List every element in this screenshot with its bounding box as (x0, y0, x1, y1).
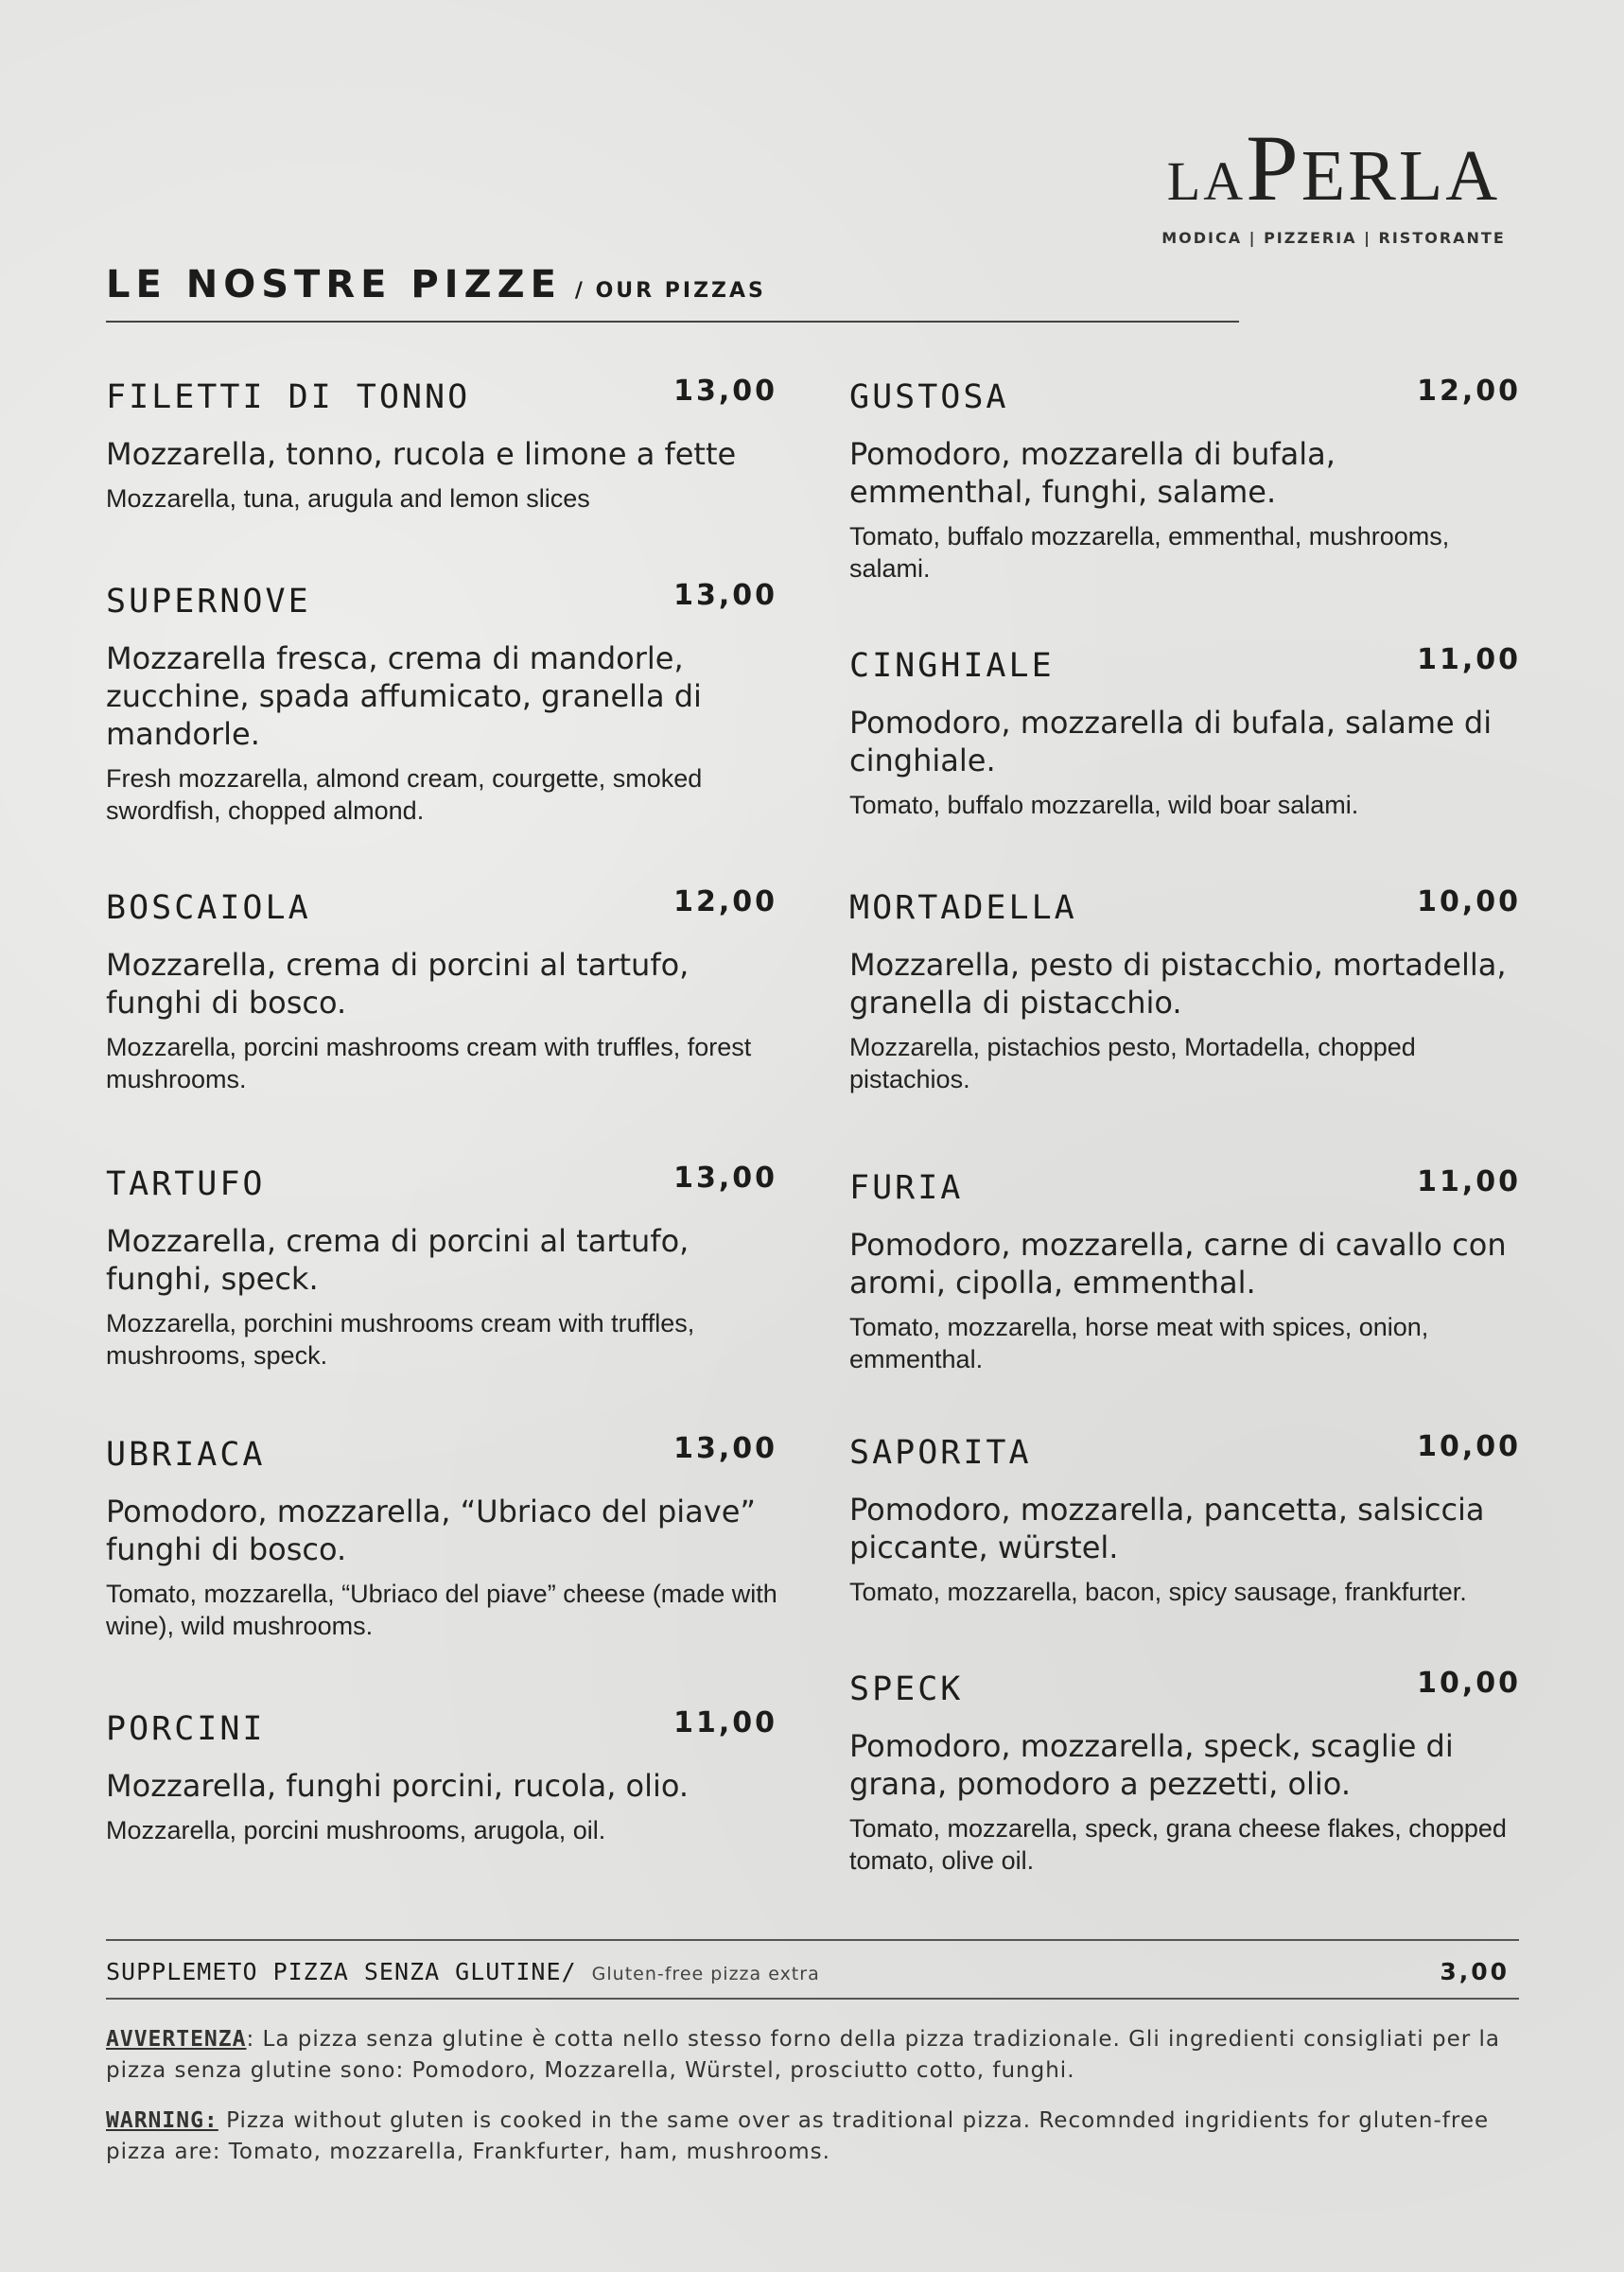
item-description-en: Tomato, buffalo mozzarella, wild boar salami. (849, 791, 1359, 819)
heading-divider (106, 321, 1239, 323)
restaurant-logo (1140, 115, 1528, 247)
item-name: BOSCAIOLA (106, 889, 311, 927)
item-name: MORTADELLA (849, 889, 1077, 927)
item-name: FILETTI DI TONNO (106, 378, 471, 416)
item-price: 13,00 (673, 1432, 777, 1465)
item-price: 10,00 (1417, 885, 1521, 918)
warning-note-it: AVVERTENZA: La pizza senza glutine è cotta nello stesso forno della pizza tradizionale. Gli ingredienti consigliati per la pizza senza glutine sono: Pomodoro, Mozzarella, Würstel, prosciutto cotto, funghi. (106, 2027, 1500, 2083)
item-description-en: Mozzarella, porchini mushrooms cream with truffles, mushrooms, speck. (106, 1309, 695, 1370)
item-price: 10,00 (1417, 1430, 1521, 1463)
item-description-it: Mozzarella, crema di porcini al tartufo, funghi, speck. (106, 1223, 690, 1297)
menu-item (849, 643, 1521, 821)
menu-heading-main: LE NOSTRE PIZZE (106, 263, 562, 306)
warning-label-it: AVVERTENZA (106, 2027, 247, 2052)
item-description-it: Pomodoro, mozzarella, pancetta, salsiccia piccante, würstel. (849, 1492, 1485, 1565)
menu-item (106, 1706, 777, 1846)
item-price: 11,00 (673, 1706, 777, 1739)
item-name: SPECK (849, 1670, 964, 1708)
item-price: 11,00 (1417, 1165, 1521, 1198)
item-price: 13,00 (673, 579, 777, 612)
item-price: 12,00 (1417, 375, 1521, 408)
item-description-it: Mozzarella, funghi porcini, rucola, olio. (106, 1768, 690, 1804)
menu-heading (106, 263, 766, 306)
item-name: FURIA (849, 1169, 964, 1207)
item-description-en: Mozzarella, tuna, arugula and lemon slices (106, 484, 590, 513)
supplement-label-en: Gluten-free pizza extra (591, 1964, 820, 1984)
item-name: PORCINI (106, 1710, 266, 1748)
item-description-it: Mozzarella fresca, crema di mandorle, zucchine, spada affumicato, granella di mandorle. (106, 640, 702, 752)
item-price: 10,00 (1417, 1667, 1521, 1700)
item-description-en: Fresh mozzarella, almond cream, courgette, smoked swordfish, chopped almond. (106, 764, 703, 825)
supplement-label: SUPPLEMETO PIZZA SENZA GLUTINE/ Gluten-free pizza extra (106, 1958, 820, 1985)
item-description-it: Pomodoro, mozzarella di bufala, emmenthal, funghi, salame. (849, 436, 1336, 510)
menu-item (849, 1165, 1521, 1375)
item-name: CINGHIALE (849, 647, 1055, 685)
menu-item (106, 579, 777, 827)
item-name: SUPERNOVE (106, 583, 311, 620)
item-description-en: Tomato, mozzarella, speck, grana cheese flakes, chopped tomato, olive oil. (849, 1814, 1507, 1875)
item-price: 13,00 (673, 375, 777, 408)
item-name: UBRIACA (106, 1436, 266, 1474)
item-description-en: Tomato, mozzarella, bacon, spicy sausage, frankfurter. (849, 1578, 1467, 1606)
menu-item (106, 375, 777, 515)
item-description-en: Tomato, buffalo mozzarella, emmenthal, mushrooms, salami. (849, 522, 1450, 583)
menu-item (849, 1667, 1521, 1877)
item-price: 12,00 (673, 885, 777, 918)
supplement-price: 3,00 (1440, 1958, 1510, 1985)
item-description-en: Mozzarella, porcini mashrooms cream with truffles, forest mushrooms. (106, 1033, 752, 1093)
item-description-en: Mozzarella, porcini mushrooms, arugola, oil. (106, 1816, 606, 1844)
item-price: 11,00 (1417, 643, 1521, 676)
item-description-en: Tomato, mozzarella, “Ubriaco del piave” cheese (made with wine), wild mushrooms. (106, 1580, 777, 1640)
item-description-it: Pomodoro, mozzarella, “Ubriaco del piave” funghi di bosco. (106, 1494, 756, 1567)
menu-item (849, 375, 1521, 585)
item-description-it: Pomodoro, mozzarella di bufala, salame di cinghiale. (849, 705, 1493, 778)
item-description-it: Pomodoro, mozzarella, speck, scaglie di grana, pomodoro a pezzetti, olio. (849, 1728, 1454, 1802)
gluten-free-supplement (106, 1958, 1519, 1996)
supplement-bottom-divider (106, 1998, 1519, 2000)
menu-item (106, 885, 777, 1095)
item-description-en: Mozzarella, pistachios pesto, Mortadella, chopped pistachios. (849, 1033, 1416, 1093)
warning-label-en: WARNING: (106, 2108, 218, 2133)
item-description-it: Mozzarella, tonno, rucola e limone a fette (106, 436, 737, 472)
supplement-top-divider (106, 1939, 1519, 1941)
logo-subtitle: MODICA | PIZZERIA | RISTORANTE (1161, 229, 1506, 247)
warning-note-en: WARNING: Pizza without gluten is cooked in the same over as traditional pizza. Recomnded ingridients for gluten-free pizza are: Tomato, mozzarella, Frankfurter, ham, mushrooms. (106, 2108, 1490, 2164)
menu-item (106, 1432, 777, 1642)
item-price: 13,00 (673, 1162, 777, 1195)
menu-heading-sub: / OUR PIZZAS (574, 279, 766, 303)
item-name: GUSTOSA (849, 378, 1009, 416)
item-description-it: Mozzarella, crema di porcini al tartufo, funghi di bosco. (106, 947, 690, 1021)
item-description-it: Mozzarella, pesto di pistacchio, mortadella, granella di pistacchio. (849, 947, 1507, 1021)
menu-item (849, 1430, 1521, 1608)
item-description-en: Tomato, mozzarella, horse meat with spices, onion, emmenthal. (849, 1313, 1429, 1373)
item-name: SAPORITA (849, 1434, 1032, 1472)
logo-wordmark: LAPERLA (1166, 115, 1501, 220)
menu-item (106, 1162, 777, 1372)
item-name: TARTUFO (106, 1165, 266, 1203)
item-description-it: Pomodoro, mozzarella, carne di cavallo con aromi, cipolla, emmenthal. (849, 1227, 1507, 1301)
menu-item (849, 885, 1521, 1095)
